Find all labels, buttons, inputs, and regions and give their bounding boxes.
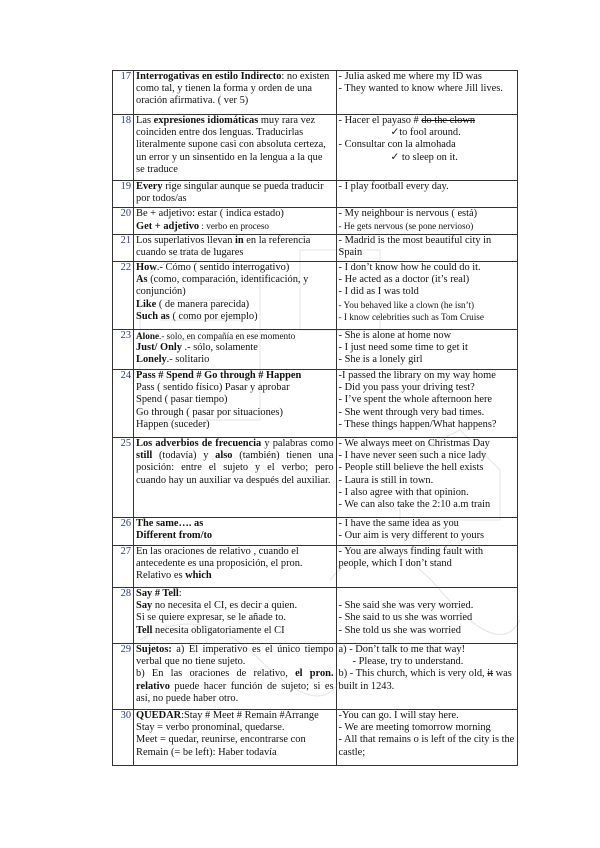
table-row (113, 330, 518, 370)
row-number: 23 (113, 330, 134, 370)
row-number: 26 (113, 518, 134, 546)
rule-cell: QUEDAR:Stay # Meet # Remain #Arrange Stay = verbo pronominal, quedarse. Meet = quedar, reunirse, encontrarse con Remain (= be left): Haber todavía (134, 710, 337, 766)
example-cell: - You are always finding fault with people, which I don’t stand (336, 546, 517, 588)
example-cell: - She is alone at home now - I just need some time to get it - She is a lonely girl (336, 330, 517, 370)
example-cell: - Madrid is the most beautiful city in Spain (336, 235, 517, 262)
example-cell: - She said she was very worried. - She said to us she was worried - She told us she was worried (336, 588, 517, 644)
table-row (113, 71, 518, 115)
rule-cell: Every rige singular aunque se pueda traducir por todos/as (134, 181, 337, 208)
row-number: 24 (113, 370, 134, 438)
table-row (113, 235, 518, 262)
example-cell: - Hacer el payaso # do the clown ✓to fool around. - Consultar con la almohada ✓ to sleep on it. (336, 115, 517, 181)
example-cell: - We always meet on Christmas Day - I have never seen such a nice lady - People still believe the hell exists - Laura is still in town. - I also agree with that opinion. - We can also take the 2:10 a.m train (336, 438, 517, 518)
row-number: 21 (113, 235, 134, 262)
rule-cell: The same…. as Different from/to (134, 518, 337, 546)
table-row (113, 438, 518, 518)
grammar-table (112, 70, 518, 766)
table-row (113, 518, 518, 546)
row-number: 29 (113, 644, 134, 710)
table-row (113, 546, 518, 588)
example-cell: - My neighbour is nervous ( está) - He gets nervous (se pone nervioso) (336, 208, 517, 235)
example-cell: - Julia asked me where my ID was - They wanted to know where Jill lives. (336, 71, 517, 115)
rule-cell: Interrogativas en estilo Indirecto: no existen como tal, y tienen la forma y orden de una oración afirmativa. ( ver 5) (134, 71, 337, 115)
row-number: 27 (113, 546, 134, 588)
table-row (113, 644, 518, 710)
rule-cell: En las oraciones de relativo , cuando el antecedente es una proposición, el pron. Relativo es which (134, 546, 337, 588)
table-row (113, 370, 518, 438)
rule-cell: Los adverbios de frecuencia y palabras como still (todavía) y also (también) tienen una posición: entre el sujeto y el verbo; pero cuando hay un auxiliar va después del auxiliar. (134, 438, 337, 518)
table-row (113, 181, 518, 208)
example-cell: a) - Don’t talk to me that way! - Please, try to understand. b) - This church, which is very old, it was built in 1243. (336, 644, 517, 710)
row-number: 30 (113, 710, 134, 766)
row-number: 18 (113, 115, 134, 181)
table-row (113, 710, 518, 766)
rule-cell: Pass # Spend # Go through # Happen Pass ( sentido físico) Pasar y aprobar Spend ( pasar tiempo) Go through ( pasar por situaciones) Happen (suceder) (134, 370, 337, 438)
rule-cell: Los superlativos llevan in en la referencia cuando se trata de lugares (134, 235, 337, 262)
example-cell: -I passed the library on my way home - Did you pass your driving test? - I’ve spent the whole afternoon here - She went through very bad times. - These things happen/What happens? (336, 370, 517, 438)
rule-cell: Say # Tell: Say no necesita el CI, es decir a quien. Si se quiere expresar, se le añade to. Tell necesita obligatoriamente el CI (134, 588, 337, 644)
table-row (113, 588, 518, 644)
table-row (113, 262, 518, 330)
example-cell: -You can go. I will stay here. - We are meeting tomorrow morning - All that remains o is left of the city is the castle; (336, 710, 517, 766)
row-number: 25 (113, 438, 134, 518)
rule-cell: How.- Cómo ( sentido interrogativo) As (como, comparación, identificación, y conjunción) Like ( de manera parecida) Such as ( como por ejemplo) (134, 262, 337, 330)
rule-cell: Sujetos: a) El imperativo es el único tiempo verbal que no tiene sujeto. b) En las oraciones de relativo, el pron. relativo puede hacer función de sujeto; si es así, no puede haber otro. (134, 644, 337, 710)
example-cell: - I play football every day. (336, 181, 517, 208)
example-cell: - I don’t know how he could do it. - He acted as a doctor (it’s real) - I did as I was told - You behaved like a clown (he isn’t) - I know celebrities such as Tom Cruise (336, 262, 517, 330)
row-number: 22 (113, 262, 134, 330)
row-number: 20 (113, 208, 134, 235)
row-number: 28 (113, 588, 134, 644)
rule-cell: Las expresiones idiomáticas muy rara vez coinciden entre dos lenguas. Traducirlas literalmente supone casi con absoluta certeza, un error y un sinsentido en la lengua a la que se traduce (134, 115, 337, 181)
table-row (113, 208, 518, 235)
table-row (113, 115, 518, 181)
row-number: 19 (113, 181, 134, 208)
rule-cell: Alone.- solo, en compañía en ese momento Just/ Only .- sólo, solamente Lonely.- solitario (134, 330, 337, 370)
rule-cell: Be + adjetivo: estar ( indica estado) Get + adjetivo : verbo en proceso (134, 208, 337, 235)
example-cell: - I have the same idea as you - Our aim is very different to yours (336, 518, 517, 546)
row-number: 17 (113, 71, 134, 115)
